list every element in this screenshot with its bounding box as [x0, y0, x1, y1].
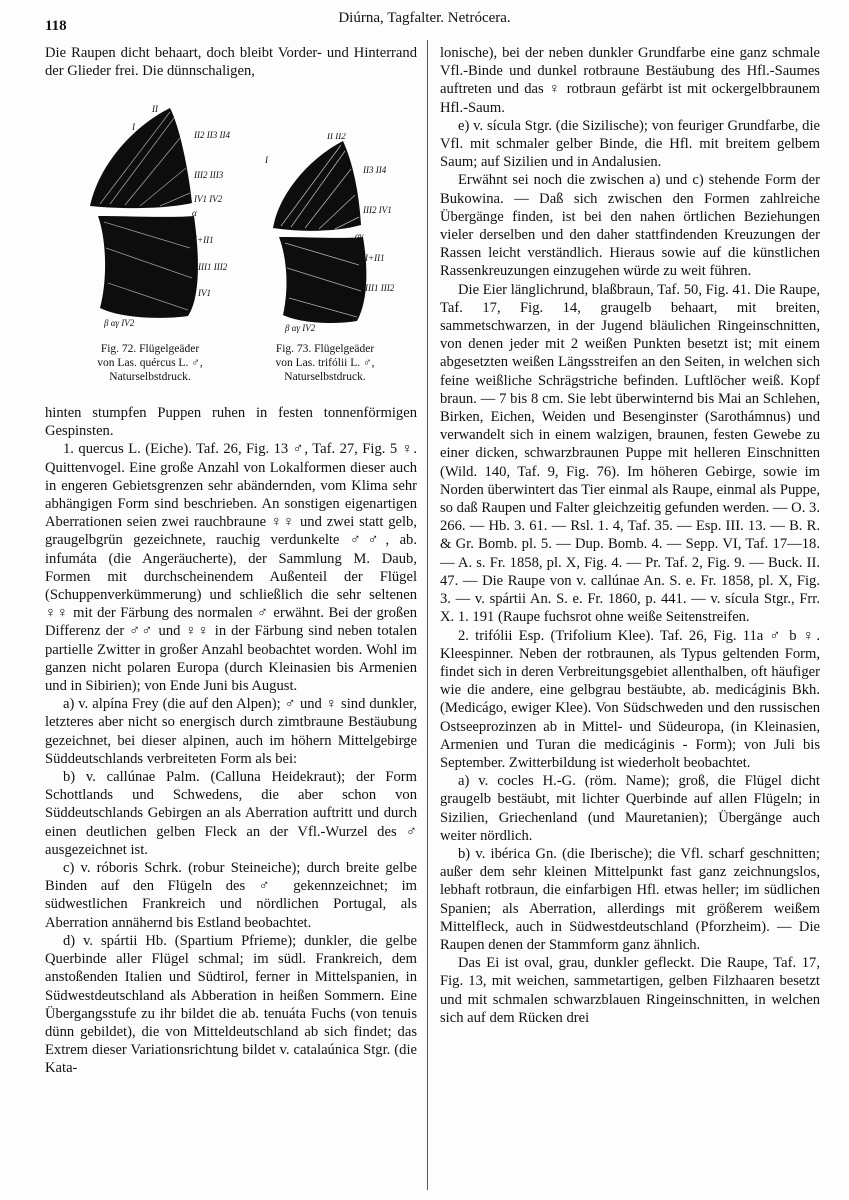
vein-label: II3 II4	[363, 165, 387, 175]
paragraph-continued: lonische), bei der neben dunkler Grundfarbe eine ganz schmale Vfl.-Binde und dunkel rotbraune Bestäubung des Hfl.-Saumes auftreten und das ♀ rotbraun gefärbt ist mit ockergelbbraunem Hfl.-Saum.	[440, 45, 820, 116]
vein-label: III1 III2	[365, 283, 395, 293]
paragraph-puppen: hinten stumpfen Puppen ruhen in festen tonnenförmigen Gespinsten.	[45, 405, 417, 440]
caption-line: Fig. 73. Flügelgeäder	[275, 343, 375, 355]
paragraph-eier: Die Eier länglichrund, blaßbraun, Taf. 50, Fig. 41. Die Raupe, Taf. 17, Fig. 14, graugelb behaart, mit breiten, sammetschwarzen, in der Jugend bläulichen Ringeinschnitten, von denen jeder mit 2 weißen Punkten besetzt ist; mit einem abgesetzten weißen Längsstreifen an den Seiten, in welchen sich feine weißliche Schrägstriche befinden. Luftlöcher weiß. Kopf braun. — 7 bis 8 cm. Sie lebt überwinternd bis Mai an Schlehen, Birken, Eichen, Weiden und Besenginster (Sarothámnus) und verwandelt sich in einem walzigen, braunen, festen Gewebe zu einer dicken, schwarzbraunen Puppe mit helleren Einschnitten (Wild. 140, Taf. 9, Fig. 76). Im höheren Gebirge, sowie im Norden überwintert das Tier einmal als Raupe, einmal als Puppe, so daß Raupen und Falter gleichzeitig gefunden werden. — O. 3. 266. — Hb. 3. 61. — Rsl. 1. 4, Taf. 35. — Esp. III. 13. — B. R. & Gr. Bomb. pl. 5. — Dup. Bomb. 4. — Sepp. VI, Taf. 17—18. — A. s. Fr. 1858, pl. X, Fig. 4. — Pr. Taf. 2, Fig. 9. — Buck. II. 47. — Die Raupe von v. callúnae An. S. e. Fr. 1858, pl. X, Fig. 3. — v. spártii An. S. e. Fr. 1860, p. 441. — v. sícula Stgr., Frr. X. 1. 191 (Raupe fuchsrot ohne weiße Seitenstreifen.	[440, 281, 820, 626]
right-column	[440, 44, 820, 1027]
paragraph-var-cocles: a) v. cocles H.-G. (röm. Name); groß, die Flügel dicht graugelb bestäubt, mit lichter Querbinde auf allen Flügeln; in Sizilien, Griechenland (und Mauretanien); Übergänge auch weiter nördlich.	[440, 773, 820, 844]
figure-73-caption	[250, 342, 400, 384]
vein-label: I+II1	[365, 253, 385, 263]
wing-venation-trifolii	[255, 133, 395, 333]
vein-label: I	[132, 122, 135, 132]
paragraph-var-iberica: b) v. ibérica Gn. (die Iberische); die Vfl. scharf geschnitten; außer dem sehr kleinen Mittelpunkt fast ganz zeichnungslos, lebhaft rotbraun, die einfarbigen Hfl. etwas heller; im südlichen Spanien; als Aberration, allerdings mit größerem weißem Mittelfleck, auch in Südwestdeutschland (Pforzheim). — Die Raupen denen der Stammform ganz ähnlich.	[440, 845, 820, 953]
vein-label: β αγ IV2	[285, 323, 316, 333]
caption-line: Naturselbstdruck.	[284, 371, 366, 383]
vein-label: II	[152, 104, 158, 114]
vein-label: IV1	[198, 288, 211, 298]
figure-72-caption	[70, 342, 230, 384]
paragraph-ei: Das Ei ist oval, grau, dunkler gefleckt. Die Raupe, Taf. 17, Fig. 13, mit weichen, sammetartigen, gelben Filzhaaren besetzt und mit schmalen schwarzblauen Ringeinschnitten, in welchen sich auf dem Rücken drei	[440, 955, 820, 1026]
paragraph-erwaehnt: Erwähnt sei noch die zwischen a) und c) stehende Form der Bukowina. — Daß sich zwischen den Formen zahlreiche Übergänge finden, ist bei den nahen örtlichen Beziehungen vieler derselben und den daher stattfindenden Kreuzungen der Rassen leicht verständlich. Hieraus sowie auf die künstlichen Rassenkreuzungen einzugehen würde zu weit führen.	[440, 172, 820, 280]
caption-line: Naturselbstdruck.	[109, 371, 191, 383]
caption-line: von Las. quércus L. ♂,	[97, 357, 203, 369]
vein-label: αγ	[355, 231, 364, 241]
vein-label: II2 II3 II4	[194, 130, 230, 140]
paragraph-intro: Die Raupen dicht behaart, doch bleibt Vorder- und Hinterrand der Glieder frei. Die dünnschaligen,	[45, 45, 417, 80]
running-title: Diúrna, Tagfalter. Netrócera.	[338, 10, 511, 26]
caption-line: von Las. trifólii L. ♂,	[275, 357, 375, 369]
paragraph-var-b: b) v. callúnae Palm. (Calluna Heidekraut); der Form Schottlands und Schwedens, die aber schon von Süddeutschlands Gebirgen an als Aberration auftritt und durch einen deutlichen gelben Fleck an der Vfl.-Wurzel des ♂ ausgezeichnet ist.	[45, 769, 417, 858]
figure-72	[70, 98, 230, 328]
paragraph-var-a: a) v. alpína Frey (die auf den Alpen); ♂ und ♀ sind dunkler, letzteres aber nicht so energisch durch zimtbraune Bestäubung gezeichnet, bei dieser alpinen, auch im höhern Mittelgebirge Süddeutschlands verbreiteten Form als bei:	[45, 696, 417, 767]
vein-label: IV1 IV2	[194, 194, 223, 204]
vein-label: III2 IV1	[363, 205, 392, 215]
figure-73	[255, 133, 395, 333]
vein-label: β αγ IV2	[104, 318, 135, 328]
vein-label: I	[265, 155, 268, 165]
paragraph-var-e: e) v. sícula Stgr. (die Sizilische); von feuriger Grundfarbe, die Vfl. mit schmaler gelber Binde, die Hfl. mit breitem gelbem Saum; auf Sizilien und in Andalusien.	[440, 117, 820, 171]
vein-label: α	[192, 208, 197, 218]
vein-label: III2 III3	[194, 170, 224, 180]
caption-line: Fig. 72. Flügelgeäder	[100, 343, 200, 355]
vein-label: II II2	[327, 133, 346, 141]
paragraph-var-d: d) v. spártii Hb. (Spartium Pfrieme); dunkler, die gelbe Querbinde aller Flügel schmal; im südl. Frankreich, dem anstoßenden Italien und Südtirol, ferner in Mittelspanien, in Südwestdeutschland als Abberation in heißen Sommern. Eine Übergangsstufe zu ihr bildet die ab. tenuáta Fuchs (von tenuis dünn gebildet), die von Mitteldeutschland ab sich findet; das Extrem dieser Variationsrichtung bildet v. catalaúnica Stgr. (die Kata-	[45, 932, 417, 1077]
column-divider	[427, 40, 428, 1190]
paragraph-var-c: c) v. róboris Schrk. (robur Steineiche); durch breite gelbe Binden auf den Flügeln des ♂ gekennzeichnet; im südwestlichen Frankreich und nördlichen Portugal, als Aberration annähernd bis Estland beobachtet.	[45, 860, 417, 931]
paragraph-quercus: 1. quercus L. (Eiche). Taf. 26, Fig. 13 ♂, Taf. 27, Fig. 5 ♀. Quittenvogel. Eine große Anzahl von Lokalformen dieser auch in engeren Gebietsgrenzen sehr abändernden, vom Klima sehr abhängigen Form sind beschrieben. An sonstigen eigenartigen Aberrationen seien zwei rauchbraune ♀♀ und zwei statt gelb, graugelbgrün gezeichnete, rauchig verdunkelte ♂♂, ab. infumáta (die Angeräucherte), der Sammlung M. Daub, Formen mit durchscheinendem Außenteil der Flügel (Schuppenverkümmerung) und schließlich die sehr seltenen ♀♀ mit der Färbung des normalen ♂ erwähnt. Bei der großen Differenz der ♂♂ und ♀♀ in der Färbung sind neben totalen partielle Zwitter in großer Anzahl beobachtet worden. Wohl im ganzen nicht polaren Europa (durch Kleinasien bis Armenien und in Sibirien); von Ende Juni bis August.	[45, 441, 417, 695]
left-column-intro	[45, 44, 417, 80]
left-column-body	[45, 404, 417, 1078]
vein-label: III1 III2	[198, 262, 228, 272]
page-number: 118	[45, 18, 67, 34]
figure-group	[60, 98, 420, 388]
wing-venation-quercus	[70, 98, 230, 328]
paragraph-trifolii: 2. trifólii Esp. (Trifolium Klee). Taf. 26, Fig. 11a ♂ b ♀. Kleespinner. Neben der rotbraunen, als Typus geltenden Form, findet sich in deren Verbreitungsgebiet allenthalben, oft häufiger wie die andere, eine gelbgrau bestäubte, ab. medicáginis Bkh. (Medicágo, ewiger Klee). Von Südschweden und den russischen Ostseeprozinzen ab in Mittel- und Südeuropa, (in Kleinasien, Armenien und Turan die medicáginis - Form); von Juli bis September. Zwitterbildung ist wiederholt beobachtet.	[440, 627, 820, 771]
vein-label: I+II1	[194, 235, 214, 245]
